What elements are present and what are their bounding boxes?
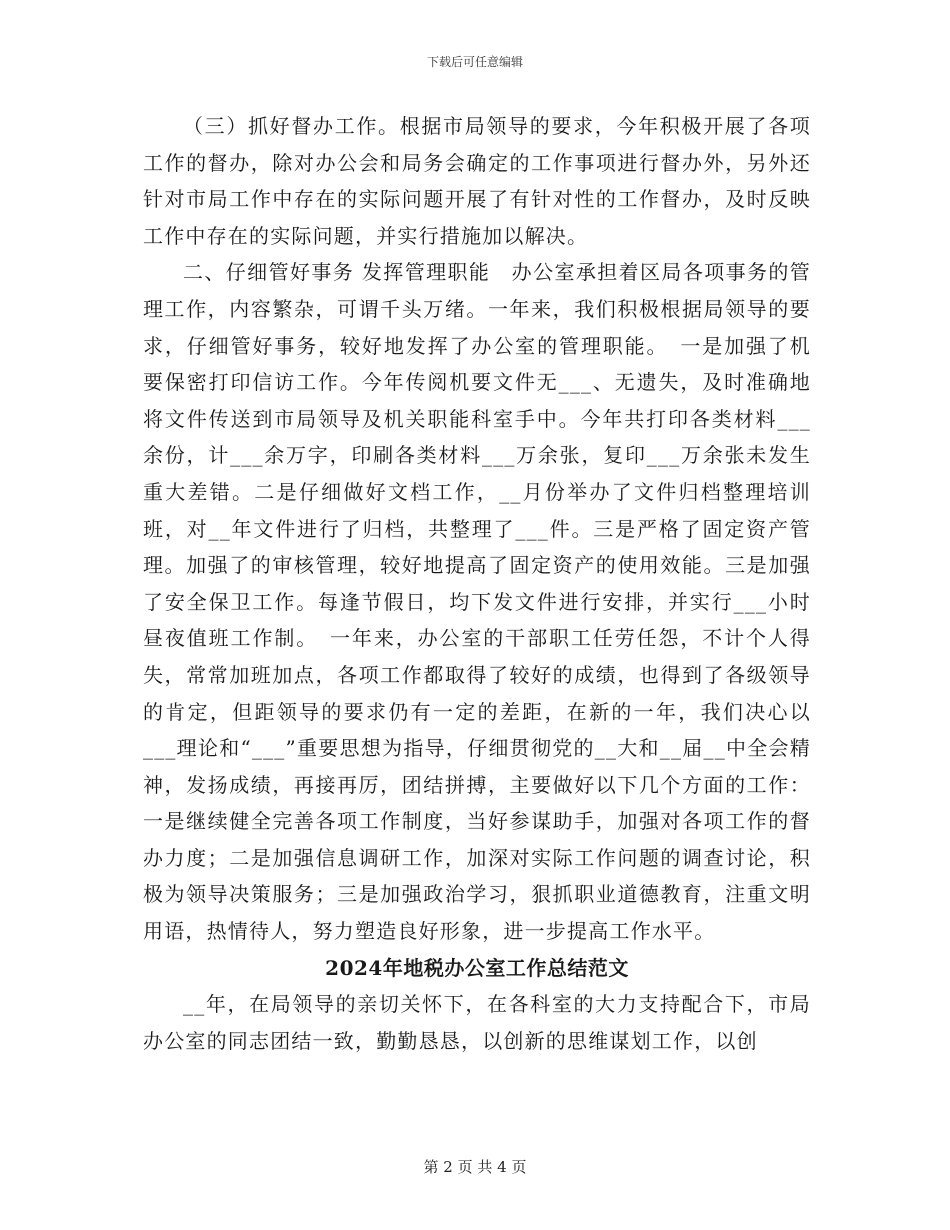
page-header-note: 下载后可任意编辑 [426,55,523,69]
document-body [143,108,811,1059]
paragraph-supervision: （三）抓好督办工作。根据市局领导的要求，今年积极开展了各项工作的督办，除对办公会和局务会确定的工作事项进行督办外，另外还针对市局工作中存在的实际问题开展了有针对性的工作督办，及时反映工作中存在的实际问题，并实行措施加以解决。 [143,114,811,248]
page-number: 第 2 页 共 4 页 [423,1158,527,1176]
paragraph-management: 二、仔细管好事务 发挥管理职能 办公室承担着区局各项事务的管理工作，内容繁杂，可谓千头万绪。一年来，我们积极根据局领导的要求，仔细管好事务，较好地发挥了办公室的管理职能。 一是加强了机要保密打印信访工作。今年传阅机要文件无___、无遗失，及时准确地将文件传送到市局领导及机关职能科室手中。今年共打印各类材料___余份，计___余万字，印刷各类材料___万余张，复印___万余张未发生重大差错。二是仔细做好文档工作，__月份举办了文件归档整理培训班，对__年文件进行了归档，共整理了___件。三是严格了固定资产管理。加强了的审核管理，较好地提高了固定资产的使用效能。三是加强了安全保卫工作。每逢节假日，均下发文件进行安排，并实行___小时昼夜值班工作制。 一年来，办公室的干部职工任劳任怨，不计个人得失，常常加班加点，各项工作都取得了较好的成绩，也得到了各级领导的肯定，但距领导的要求仍有一定的差距，在新的一年，我们决心以___理论和“___”重要思想为指导，仔细贯彻党的__大和__届__中全会精神，发扬成绩，再接再厉，团结拼搏，主要做好以下几个方面的工作：一是继续健全完善各项工作制度，当好参谋助手，加强对各项工作的督办力度；二是加强信息调研工作，加深对实际工作问题的调查讨论，积极为领导决策服务；三是加强政治学习，狠抓职业道德教育，注重文明用语，热情待人，努力塑造良好形象，进一步提高工作水平。 [143,260,811,944]
paragraph-section-intro: __年，在局领导的亲切关怀下，在各科室的大力支持配合下，市局办公室的同志团结一致，勤勤恳恳，以创新的思维谋划工作，以创 [143,992,811,1053]
section-title: 2024年地税办公室工作总结范文 [325,955,629,980]
